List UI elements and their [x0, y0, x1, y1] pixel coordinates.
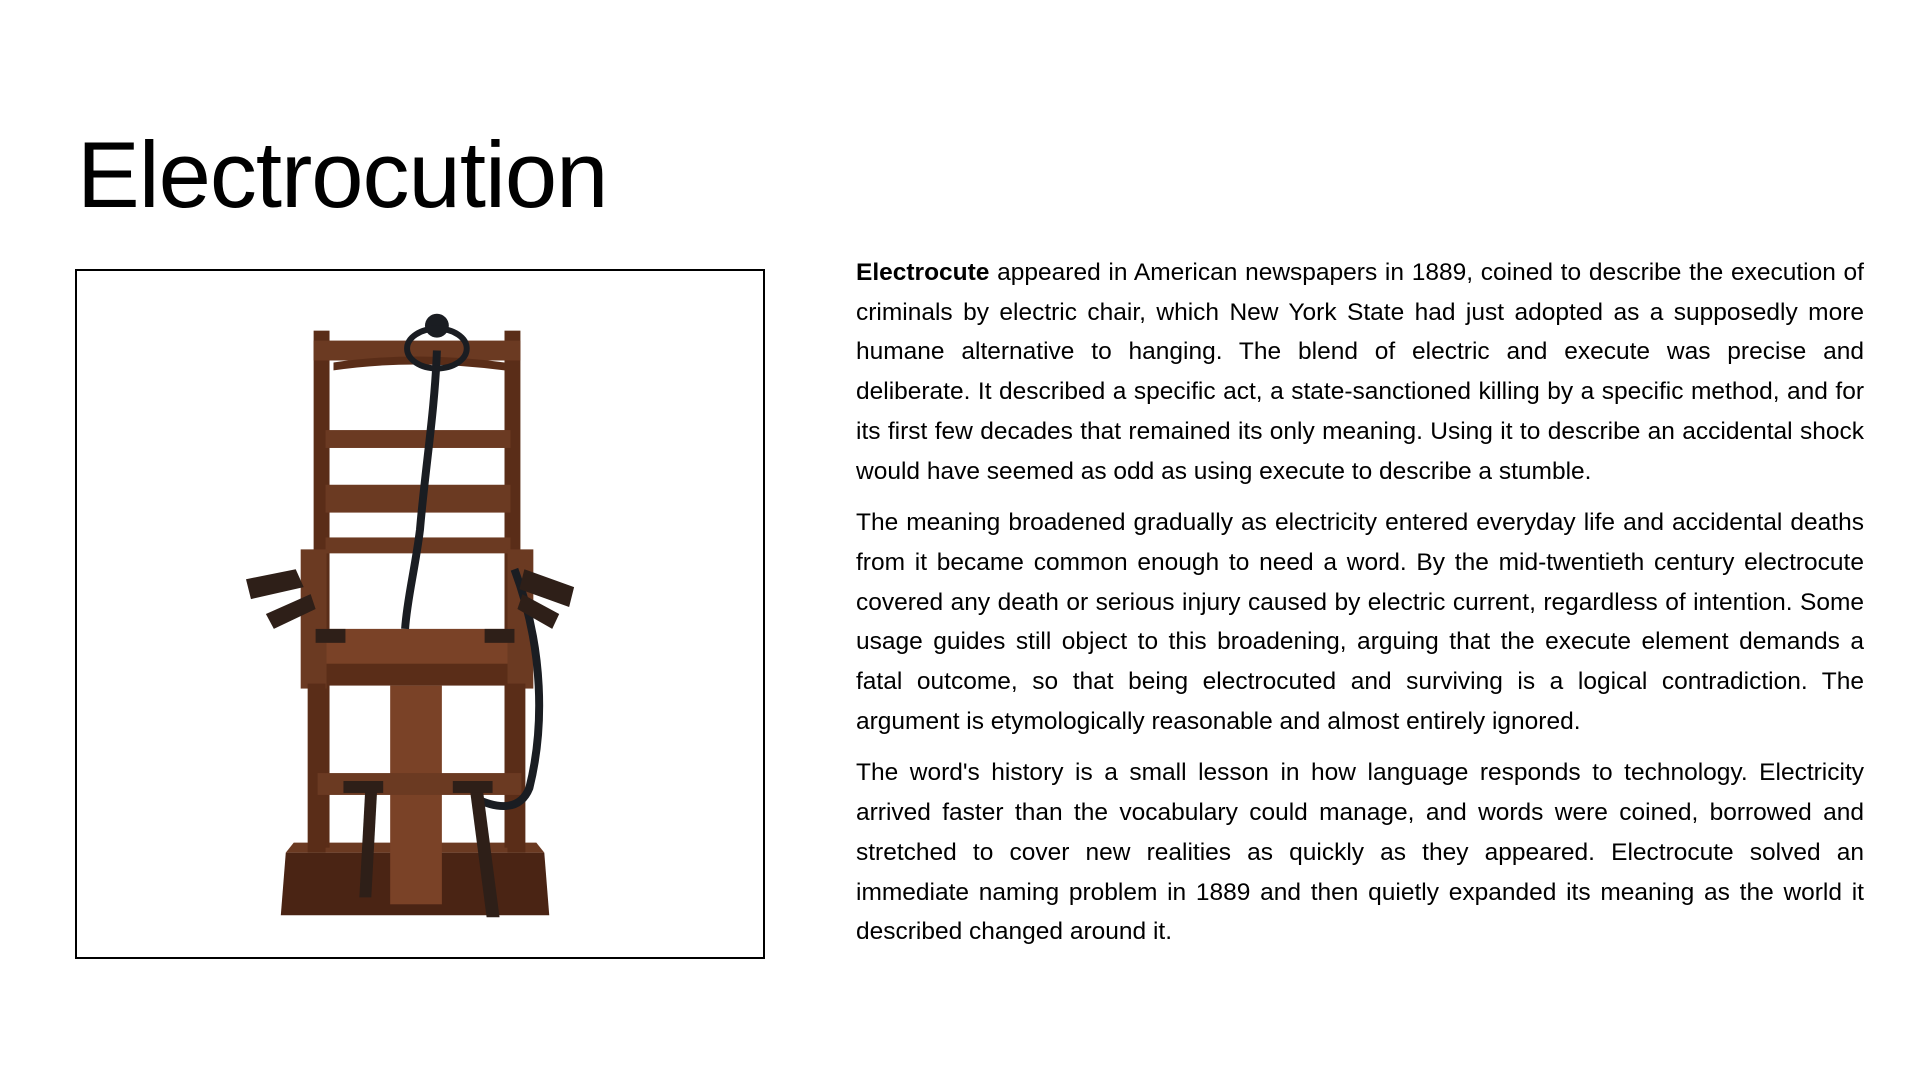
article-paragraph-1 [856, 253, 1864, 491]
article-body [856, 253, 1864, 964]
article-paragraph-3: The word's history is a small lesson in how language responds to technology. Electricity arrived faster than the vocabulary could manage, and words were coined, borrowed and stretched to cover new realities as quickly as they appeared. Electrocute solved an immediate naming problem in 1889 and then quietly expanded its meaning as the world it described changed around it. [856, 759, 1864, 946]
paragraph-1-text: appeared in American newspapers in 1889, coined to describe the execution of criminals by electric chair, which New York State had just adopted as a supposedly more humane alternative to hanging. The blend of electric and execute was precise and deliberate. It described a specific act, a state-sanctioned killing by a specific method, and for its first few decades that remained its only meaning. Using it to describe an accidental shock would have seemed as odd as using execute to describe a stumble. [856, 259, 1864, 485]
lead-term: Electrocute [856, 259, 990, 286]
page-title: Electrocution [77, 122, 608, 227]
article-paragraph-2: The meaning broadened gradually as electricity entered everyday life and accidental deaths from it became common enough to need a word. By the mid-twentieth century electrocute covered any death or serious injury caused by electric current, regardless of intention. Some usage guides still object to this broadening, arguing that the execute element demands a fatal outcome, so that being electrocuted and surviving is a logical contradiction. The argument is etymologically reasonable and almost entirely ignored. [856, 509, 1864, 735]
electric-chair-image [77, 271, 763, 957]
figure-frame [75, 269, 765, 959]
